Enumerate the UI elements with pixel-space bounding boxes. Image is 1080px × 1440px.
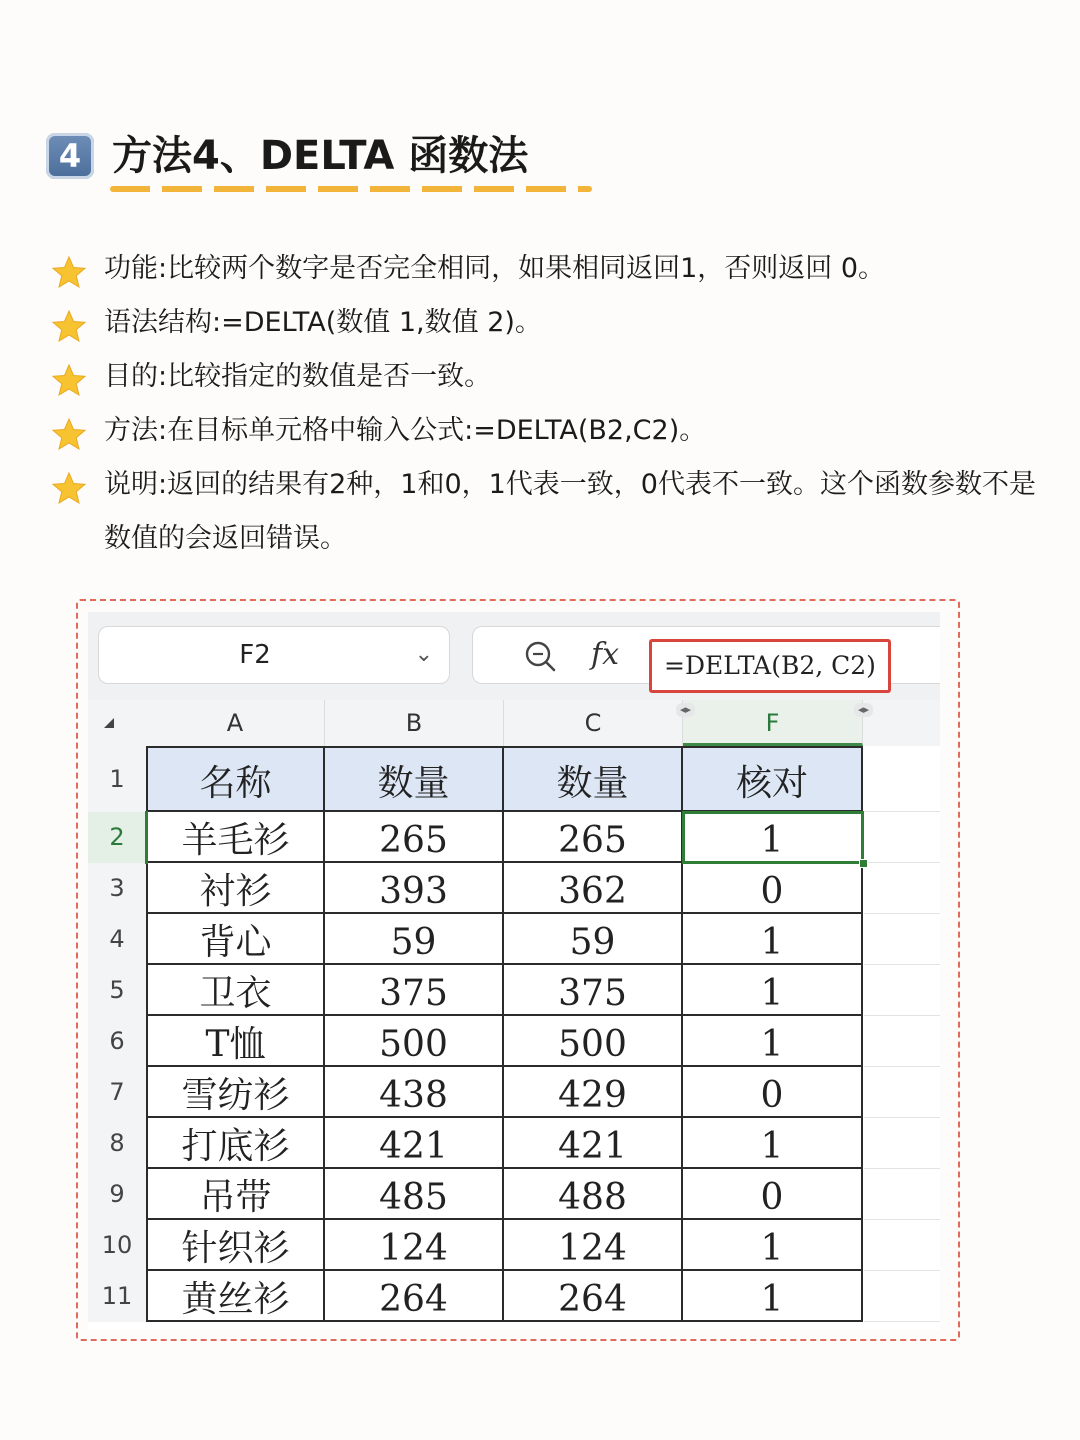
table-header-cell[interactable]: 数量 [504, 746, 683, 812]
formula-input-box[interactable] [472, 626, 940, 684]
table-cell[interactable]: 吊带 [146, 1169, 325, 1220]
column-header-a[interactable]: A [146, 700, 325, 746]
table-cell[interactable]: 黄丝衫 [146, 1271, 325, 1322]
table-cell[interactable]: 265 [325, 812, 504, 863]
formula-text: =DELTA(B2, C2) [664, 651, 876, 680]
table-cell[interactable]: 1 [683, 1271, 863, 1322]
gridline [864, 1168, 940, 1169]
bullet-text: 目的:比较指定的数值是否一致。 [104, 361, 492, 392]
table-cell[interactable]: 124 [504, 1220, 683, 1271]
hidden-columns-left-icon[interactable]: ◂▸ [676, 703, 695, 717]
row-number[interactable]: 1 [88, 746, 146, 812]
row-number[interactable]: 11 [88, 1271, 146, 1322]
table-cell[interactable]: 1 [683, 1220, 863, 1271]
table-cell[interactable]: 375 [504, 965, 683, 1016]
gridline [864, 964, 940, 965]
gridline [864, 913, 940, 914]
star-icon [52, 415, 86, 447]
table-cell[interactable]: T恤 [146, 1016, 325, 1067]
page-title: 方法4、DELTA 函数法 [112, 133, 529, 179]
bullet-text: 语法结构:=DELTA(数值 1,数值 2)。 [104, 307, 542, 338]
star-icon [52, 361, 86, 393]
column-header-f[interactable]: F [683, 700, 863, 746]
bullet-text: 说明:返回的结果有2种，1和0，1代表一致，0代表不一致。这个函数参数不是数值的会返回错误。 [104, 469, 1036, 554]
gridline [864, 1015, 940, 1016]
table-cell[interactable]: 雪纺衫 [146, 1067, 325, 1118]
table-header-cell[interactable]: 名称 [146, 746, 325, 812]
star-icon [52, 307, 86, 339]
bullet-text: 功能:比较两个数字是否完全相同，如果相同返回1，否则返回 0。 [104, 253, 886, 284]
table-cell[interactable]: 59 [325, 914, 504, 965]
table-cell[interactable]: 421 [504, 1118, 683, 1169]
table-cell[interactable]: 1 [683, 965, 863, 1016]
table-cell[interactable]: 1 [683, 1016, 863, 1067]
table-cell[interactable]: 针织衫 [146, 1220, 325, 1271]
table-cell[interactable]: 卫衣 [146, 965, 325, 1016]
number-badge: 4 [46, 133, 94, 179]
gridline [864, 1219, 940, 1220]
bullet-item [52, 458, 1042, 566]
row-number[interactable]: 9 [88, 1169, 146, 1220]
column-header-c[interactable]: C [504, 700, 683, 746]
row-number[interactable]: 8 [88, 1118, 146, 1169]
table-cell[interactable]: 500 [325, 1016, 504, 1067]
name-box-value: F2 [239, 640, 271, 670]
bullet-item [52, 242, 1042, 296]
gridline [864, 811, 940, 812]
table-cell[interactable]: 1 [683, 914, 863, 965]
gridline [864, 862, 940, 863]
gridline [864, 1066, 940, 1067]
gridline [864, 1117, 940, 1118]
star-icon [52, 253, 86, 285]
row-number[interactable]: 5 [88, 965, 146, 1016]
table-cell[interactable]: 438 [325, 1067, 504, 1118]
name-box[interactable] [98, 626, 450, 684]
table-cell[interactable]: 衬衫 [146, 863, 325, 914]
chevron-down-icon[interactable]: ⌄ [414, 642, 433, 667]
table-cell[interactable]: 362 [504, 863, 683, 914]
table-cell[interactable]: 488 [504, 1169, 683, 1220]
fx-icon[interactable]: fx [591, 637, 620, 672]
table-header-cell[interactable]: 数量 [325, 746, 504, 812]
table-cell[interactable]: 264 [504, 1271, 683, 1322]
formula-text-box[interactable] [649, 639, 891, 693]
table-cell[interactable]: 1 [683, 812, 863, 863]
gridline [864, 1270, 940, 1271]
bullet-item [52, 404, 1042, 458]
table-cell[interactable]: 0 [683, 1169, 863, 1220]
title-underline [110, 186, 592, 192]
table-header-cell[interactable]: 核对 [683, 746, 863, 812]
zoom-icon[interactable] [523, 639, 557, 673]
row-number[interactable]: 4 [88, 914, 146, 965]
table-cell[interactable]: 背心 [146, 914, 325, 965]
active-row-marker [145, 811, 148, 864]
table-cell[interactable]: 421 [325, 1118, 504, 1169]
bullet-item [52, 296, 1042, 350]
table-cell[interactable]: 打底衫 [146, 1118, 325, 1169]
table-cell[interactable]: 羊毛衫 [146, 812, 325, 863]
table-cell[interactable]: 393 [325, 863, 504, 914]
bullet-text: 方法:在目标单元格中输入公式:=DELTA(B2,C2)。 [104, 415, 707, 446]
table-cell[interactable]: 375 [325, 965, 504, 1016]
row-number[interactable]: 3 [88, 863, 146, 914]
table-cell[interactable]: 1 [683, 1118, 863, 1169]
table-cell[interactable]: 0 [683, 863, 863, 914]
table-cell[interactable]: 485 [325, 1169, 504, 1220]
row-number[interactable]: 10 [88, 1220, 146, 1271]
formula-bar [88, 612, 940, 700]
select-all-icon[interactable] [104, 718, 114, 728]
row-number[interactable]: 6 [88, 1016, 146, 1067]
table-cell[interactable]: 124 [325, 1220, 504, 1271]
bullet-list [52, 242, 1042, 566]
star-icon [52, 469, 86, 501]
row-number[interactable]: 2 [88, 812, 146, 863]
table-cell[interactable]: 429 [504, 1067, 683, 1118]
active-cell-selection [682, 811, 864, 864]
spreadsheet [88, 612, 940, 1330]
column-header-row [88, 700, 940, 746]
gridline [864, 1321, 940, 1322]
table-cell[interactable]: 500 [504, 1016, 683, 1067]
table-cell[interactable]: 265 [504, 812, 683, 863]
bullet-item [52, 350, 1042, 404]
table-cell[interactable]: 264 [325, 1271, 504, 1322]
column-header-b[interactable]: B [325, 700, 504, 746]
fill-handle[interactable] [859, 859, 868, 868]
row-number[interactable]: 7 [88, 1067, 146, 1118]
table-cell[interactable]: 0 [683, 1067, 863, 1118]
hidden-columns-right-icon[interactable]: ◂▸ [854, 703, 873, 717]
table-cell[interactable]: 59 [504, 914, 683, 965]
